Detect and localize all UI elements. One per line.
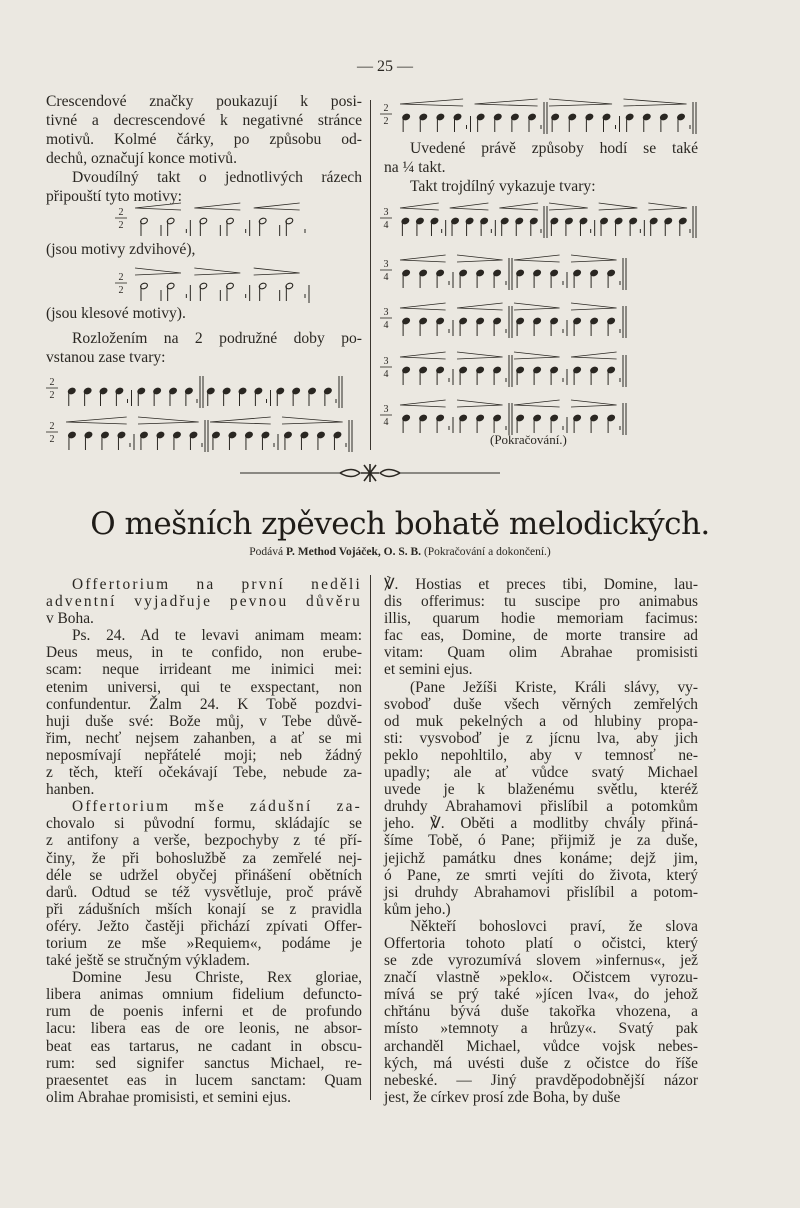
article-title: O mešních zpěvech bohatě melodických. — [90, 506, 710, 542]
crescendo-hairpin — [514, 400, 560, 407]
text-line: nebeské. — Jiný pravděpodobnější názor — [384, 1071, 698, 1089]
text-line: chřtánu bývá duše takořka vhozena, a — [384, 1003, 698, 1021]
crescendo-hairpin — [571, 352, 617, 359]
paragraph — [46, 798, 362, 969]
decrescendo-hairpin — [457, 352, 503, 359]
decrescendo-hairpin — [549, 99, 612, 106]
text-line: jeho. ℣. Oběti a modlitby chvály přiná- — [384, 815, 698, 833]
decrescendo-hairpin — [571, 303, 617, 310]
time-signature-bottom: 2 — [118, 285, 124, 296]
decrescendo-hairpin — [624, 99, 687, 106]
time-signature-bottom: 4 — [383, 320, 389, 331]
crescendo-hairpin — [457, 303, 503, 310]
time-signature-bottom: 2 — [118, 220, 124, 231]
decrescendo-hairpin — [514, 352, 560, 359]
continued-note: (Pokračování.) — [490, 432, 567, 447]
text-line: Domine Jesu Christe, Rex gloriae, — [72, 969, 362, 987]
text-line: také ještě se stručným výkladem. — [46, 952, 250, 970]
caption-rising-motives: (jsou motivy zdvihové), — [46, 241, 196, 258]
crescendo-hairpin — [499, 203, 538, 210]
decrescendo-hairpin — [648, 203, 687, 210]
music-example-subdivided-2 — [46, 414, 356, 454]
text-line: scam: neque irrideant me inimici mei: — [46, 661, 362, 679]
decrescendo-hairpin — [138, 417, 199, 424]
text-line: Rozložením na 2 podružné doby po- — [72, 330, 362, 347]
crescendo-hairpin — [210, 417, 271, 424]
text-line: upadly; ale ať vůdce svatý Michael — [384, 764, 698, 782]
text-line: olim Abrahae promisisti, et semini ejus. — [46, 1088, 291, 1106]
paragraph — [384, 576, 698, 679]
text-line: huji duše své: Bože můj, v Tebe důvě- — [46, 712, 362, 730]
text-line: hanben. — [46, 781, 95, 799]
text-line: illis, quarum hodie memoriam facimus: — [384, 610, 698, 628]
text-line: rum de poenis inferni et de profundo — [46, 1003, 362, 1021]
crescendo-hairpin — [400, 303, 446, 310]
text-line: od muk pekelných a od hlubiny propa- — [384, 712, 698, 730]
crescendo-hairpin — [254, 203, 300, 210]
decrescendo-hairpin — [457, 400, 503, 407]
text-line: kům jeho.) — [384, 900, 451, 918]
text-line: Offertoria tohoto platí o očistci, který — [384, 934, 698, 952]
text-line: torium ze mše »Requiem«, podáme je — [46, 934, 362, 952]
text-line: Offertorium na první neděli — [72, 576, 362, 593]
text-line: (Pane Ježíši Kriste, Králi slávy, vy- — [410, 678, 698, 696]
time-signature-top: 2 — [118, 272, 124, 283]
page-number: — 25 — — [357, 58, 413, 75]
time-signature-top: 3 — [383, 356, 389, 367]
triple-time-text — [384, 177, 698, 196]
text-line: ó Pane, ze smrti vejíti do života, který — [384, 866, 698, 884]
column-divider-top — [370, 100, 371, 450]
text-line: kých, má uvésti duše z očistce do říše — [384, 1054, 698, 1072]
time-signature-top: 3 — [383, 404, 389, 415]
text-line: z těch, kteří očekávají Tebe, nebude za- — [46, 764, 362, 782]
text-line: darů. Odtud se též vysvětluje, proč právě — [46, 883, 362, 901]
paragraph — [384, 918, 698, 1106]
decrescendo-hairpin — [282, 417, 343, 424]
music-example-subdivided-1 — [46, 370, 346, 410]
text-line: šíme Tobě, ó Pane; přijmiž je za duše, — [384, 832, 698, 850]
text-line: neposmívají nepřátelé moji; neb žádný — [46, 746, 362, 764]
text-line: ℣. Hostias et preces tibi, Domine, lau- — [384, 576, 698, 593]
text-line: Ps. 24. Ad te levavi animam meam: — [72, 627, 362, 645]
decrescendo-hairpin — [571, 400, 617, 407]
paragraph — [384, 679, 698, 918]
text-line: dechů, označují konce motivů. — [46, 150, 237, 167]
text-line: se zde vyrozumívá slovem »infernus«, jež — [384, 952, 698, 970]
time-signature-bottom: 4 — [383, 417, 389, 428]
crescendo-hairpin — [135, 203, 181, 210]
paragraph — [46, 576, 362, 627]
article-right-column — [384, 576, 698, 1106]
text-line: beat eas tartarus, ne cadant in obscu- — [46, 1037, 362, 1055]
crescendo-hairpin — [514, 255, 560, 262]
music-example-triple-4 — [380, 349, 630, 389]
crescendo-hairpin — [400, 255, 446, 262]
text-line: dis offerimus: tu suscipe pro animabus — [384, 593, 698, 611]
crescendo-hairpin — [450, 203, 489, 210]
time-signature-bottom: 4 — [383, 220, 389, 231]
text-line: libera animas omnium fidelium defuncto- — [46, 986, 362, 1004]
crescendo-hairpin — [400, 203, 439, 210]
text-line: mívá se prý také »jícen lva«, do jehož — [384, 986, 698, 1004]
text-line: Takt trojdílný vykazuje tvary: — [410, 178, 596, 195]
article-byline — [0, 546, 800, 558]
author-name: P. Method Vojáček, O. S. B. — [286, 546, 422, 558]
text-line: Offertorium mše zádušní za- — [72, 798, 362, 816]
crescendo-hairpin — [66, 417, 127, 424]
text-line: etenim universi, qui te exspectant, non — [46, 678, 362, 696]
decrescendo-hairpin — [599, 203, 638, 210]
time-signature-bottom: 4 — [383, 369, 389, 380]
decrescendo-hairpin — [254, 268, 300, 275]
crescendo-hairpin — [400, 99, 463, 106]
text-line: Dvoudílný takt o jednotlivých rázech — [72, 169, 362, 186]
paragraph — [46, 627, 362, 798]
text-line: oféry. Ježto častěji přichází zpívati Offer- — [46, 917, 362, 935]
crescendo-hairpin — [194, 203, 240, 210]
text-line: adventní vyjadřuje pevnou důvěru — [46, 593, 362, 611]
subdivision-text — [46, 329, 362, 367]
music-example-quarter-notes — [380, 96, 700, 136]
time-signature-top: 2 — [118, 207, 124, 218]
paragraph — [46, 92, 362, 168]
text-line: značí vlastně »peklo«. Očistcem vyrozu- — [384, 969, 698, 987]
text-line: archanděl Michael, vůdce vojsk nebes- — [384, 1037, 698, 1055]
decrescendo-hairpin — [135, 268, 181, 275]
time-signature-bottom: 2 — [49, 390, 55, 401]
decrescendo-hairpin — [549, 203, 588, 210]
text-line: jejichž památku dnes konáme; dejž jim, — [384, 849, 698, 867]
text-line: Crescendové značky poukazují k posi- — [46, 93, 362, 110]
time-signature-top: 2 — [49, 421, 55, 432]
text-line: rum: sed signifer sanctus Michael, re- — [46, 1054, 362, 1072]
text-line: lacu: libera eas de ore leonis, ne absor- — [46, 1020, 362, 1038]
quarter-time-text — [384, 139, 698, 177]
text-line: z antifony a verše, bezpochyby z té pří- — [46, 832, 362, 850]
text-line: uvede je k blaženému světlu, kteréž — [384, 781, 698, 799]
text-line: vitam: Quam olim Abrahae promisisti — [384, 644, 698, 662]
crescendo-hairpin — [475, 99, 538, 106]
time-signature-top: 3 — [383, 307, 389, 318]
text-line: Deus meus, in te confido, non erube- — [46, 644, 362, 662]
text-line: sti: vysvoboď je z jícnu lva, aby jich — [384, 729, 698, 747]
text-line: chovalo si původní formu, skládajíc se — [46, 815, 362, 833]
time-signature-top: 3 — [383, 259, 389, 270]
text-line: řim, nechť nejsem zahanben, a ať se mi — [46, 729, 362, 747]
paragraph — [46, 329, 362, 367]
music-example-falling-motives — [115, 265, 315, 305]
time-signature-top: 3 — [383, 207, 389, 218]
text-line: déle se udržel obyčej přinášení obětních — [46, 866, 362, 884]
time-signature-bottom: 2 — [383, 116, 389, 127]
text-line: tivné a decrescendové k negativné stránce — [46, 112, 362, 129]
paragraph — [384, 177, 698, 196]
time-signature-top: 2 — [383, 103, 389, 114]
text-line: praesentet eas in lucem sanctam: Quam — [46, 1071, 362, 1089]
text-line: confundentur. Žalm 24. K Tobě pozdvi- — [46, 695, 362, 713]
intro-text — [46, 92, 362, 206]
text-line: činy, že při bohoslužbě za zemřelé nej- — [46, 849, 362, 867]
byline-suffix: (Pokračování a dokončení.) — [423, 546, 551, 558]
text-line: místo »temnoty a hrůzy«. Svatý pak — [384, 1020, 698, 1038]
music-example-triple-5 — [380, 397, 630, 437]
caption-falling-motives: (jsou klesové motivy). — [46, 305, 186, 322]
paragraph — [46, 969, 362, 1106]
time-signature-bottom: 2 — [49, 434, 55, 445]
decrescendo-hairpin — [514, 303, 560, 310]
music-example-triple-3 — [380, 300, 630, 340]
text-line: Někteří bohoslovci praví, že slova — [410, 917, 698, 935]
column-divider-bottom — [370, 575, 371, 1100]
text-line: Uvedené právě způsoby hodí se také — [410, 140, 698, 157]
decrescendo-hairpin — [194, 268, 240, 275]
text-line: jsi druhdy Abrahamovi přislíbil a potom- — [384, 883, 698, 901]
music-example-rising-motives — [115, 200, 315, 240]
paragraph — [384, 139, 698, 177]
text-line: jest, že církev prosí zde Boha, by duše — [384, 1088, 621, 1106]
music-example-triple-1 — [380, 200, 700, 240]
crescendo-hairpin — [400, 352, 446, 359]
text-line: peklo nepohltilo, aby v temnosť ne- — [384, 746, 698, 764]
byline-prefix: Podává — [249, 546, 284, 558]
decrescendo-hairpin — [571, 255, 617, 262]
music-example-triple-2 — [380, 252, 630, 292]
text-line: motivů. Kolmé čárky, po způsobu od- — [46, 131, 362, 148]
text-line: připouští tyto motivy: — [46, 188, 183, 205]
text-line: fac eas, Domine, de morte transire ad — [384, 627, 698, 645]
text-line: při zádušních mších konají se z pravidla — [46, 900, 362, 918]
time-signature-bottom: 4 — [383, 272, 389, 283]
article-left-column — [46, 576, 362, 1106]
crescendo-hairpin — [400, 400, 446, 407]
text-line: et semini ejus. — [384, 661, 473, 679]
decrescendo-hairpin — [457, 255, 503, 262]
text-line: vstanou zase tvary: — [46, 349, 166, 366]
text-line: druhdy Abrahamovi přislíbil a potomkům — [384, 798, 698, 816]
ornamental-divider — [240, 462, 500, 484]
time-signature-top: 2 — [49, 377, 55, 388]
text-line: na ¼ takt. — [384, 159, 446, 176]
text-line: v Boha. — [46, 610, 94, 628]
text-line: svoboď duše všech věrných zemřelých — [384, 695, 698, 713]
